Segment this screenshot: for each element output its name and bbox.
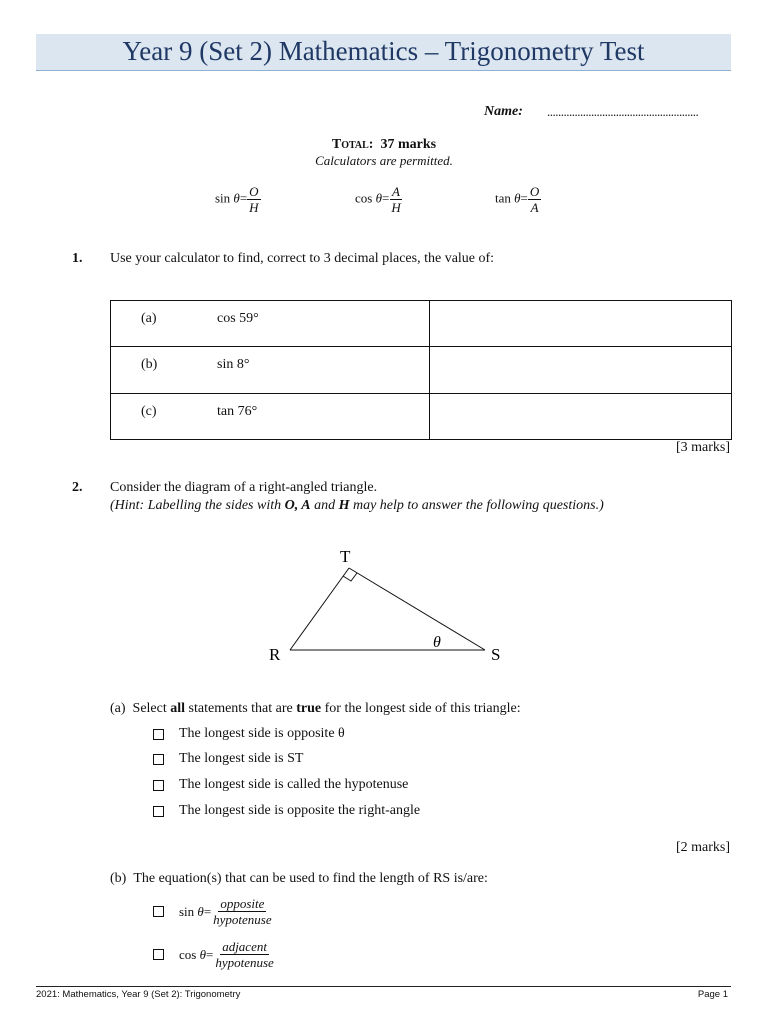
option-label: The longest side is opposite θ [179,726,345,741]
answer-cell[interactable] [430,393,732,439]
equation-func: cos [179,946,197,962]
part-label: (c) [141,403,157,419]
sin-ratio: sin θ= $\frac{O}{H}$ [215,184,259,215]
question-cell [111,347,430,393]
equation-option[interactable]: sin θ = $\frac{\text{opposite}}{\text{hypotenuse}}$ [153,896,274,927]
footer-left: 2021: Mathematics, Year 9 (Set 2): Trigonometry [36,989,241,1000]
table-row [111,347,732,393]
calculator-note: Calculators are permitted. [315,153,453,168]
part-label: (a) [141,311,157,326]
part-b-text: The equation(s) that can be used to find the length of RS is/are: [133,871,488,886]
part-label: (b) [141,357,158,373]
ratio-num: O [249,184,259,199]
part-b-label: (b) [110,871,127,886]
checkbox[interactable] [153,906,164,917]
total-marks: 37 marks [380,137,437,152]
side-ts [349,568,485,650]
table-row [111,393,732,439]
footer-divider [36,986,731,987]
ratio-num: A [392,184,400,199]
cos-ratio: cos θ= $\frac{A}{H}$ [355,184,401,215]
answer-cell[interactable] [430,347,732,393]
part-expression: sin 8° [217,357,250,373]
hint-h: H [338,498,350,513]
answer-table [110,300,732,440]
part-a-marks: [2 marks] [675,840,730,855]
ratio-den: A [530,200,539,215]
checkbox[interactable] [153,949,164,960]
question-1-text: Use your calculator to find, correct to 3 decimal places, the value of: [110,251,495,266]
equation-den: hypotenuse [215,955,274,970]
title-banner [36,34,731,71]
triangle-diagram [260,540,520,670]
part-expression: cos 59° [217,311,259,326]
name-label: Name: [484,104,523,119]
option-item[interactable] [153,726,345,742]
question-2-number: 2. [72,480,83,495]
checkbox[interactable] [153,780,164,791]
option-item[interactable] [153,803,420,819]
hint-sep: , [294,498,302,513]
angle-theta-label: θ [433,634,441,651]
option-label: The longest side is ST [179,751,304,766]
question-1-marks: [3 marks] [675,440,730,455]
footer-page-number: Page 1 [697,989,728,1000]
ratio-num: O [529,184,540,199]
part-a-bold-true: true [296,701,322,716]
equation-num: opposite [220,896,265,911]
name-line: ....................................................... [547,104,699,119]
equation-option[interactable]: cos θ = $\frac{\text{adjacent}}{\text{hypotenuse}}$ [153,939,276,970]
ratio-den: H [391,200,401,215]
ratio-func: tan [495,190,511,206]
equation-func: sin [179,903,195,919]
part-a-bold-all: all [170,701,186,716]
option-item[interactable] [153,751,303,767]
part-a-prompt [110,701,521,717]
question-cell [111,301,430,347]
checkbox[interactable] [153,754,164,765]
question-2-hint [110,498,604,514]
equation-num: adjacent [222,939,267,954]
total-line [0,137,768,153]
hint-and: and [310,498,339,513]
answer-cell[interactable] [430,301,732,347]
part-a-mid: statements that are [185,701,297,716]
part-a-pre: Select [132,701,171,716]
checkbox[interactable] [153,806,164,817]
hint-text: (Hint: Labelling the sides with [110,498,285,513]
side-rt [290,568,349,650]
total-label: Total: [331,137,374,152]
tan-ratio: tan θ= $\frac{O}{A}$ [495,184,540,215]
part-a-label: (a) [110,701,126,716]
option-item[interactable] [153,777,408,793]
page-title: Year 9 (Set 2) Mathematics – Trigonometry Test [122,36,645,66]
vertex-t-label: T [340,547,351,566]
question-cell [111,393,430,439]
ratio-func: cos [355,190,373,206]
hint-suffix: may help to answer the following questions.) [349,498,604,513]
option-label: The longest side is opposite the right-angle [179,803,421,818]
question-2-text: Consider the diagram of a right-angled triangle. [110,480,378,495]
table-row [111,301,732,347]
question-1-number: 1. [72,251,83,266]
checkbox[interactable] [153,729,164,740]
hint-o: O [284,498,295,513]
hint-a: A [301,498,311,513]
part-a-post: for the longest side of this triangle: [321,701,521,716]
part-b-prompt [110,871,488,887]
ratio-func: sin [215,190,231,206]
vertex-r-label: R [269,645,281,664]
vertex-s-label: S [491,645,501,664]
option-label: The longest side is called the hypotenuse [179,777,409,792]
equation-den: hypotenuse [213,912,272,927]
ratio-den: H [249,200,259,215]
part-expression: tan 76° [217,403,258,419]
